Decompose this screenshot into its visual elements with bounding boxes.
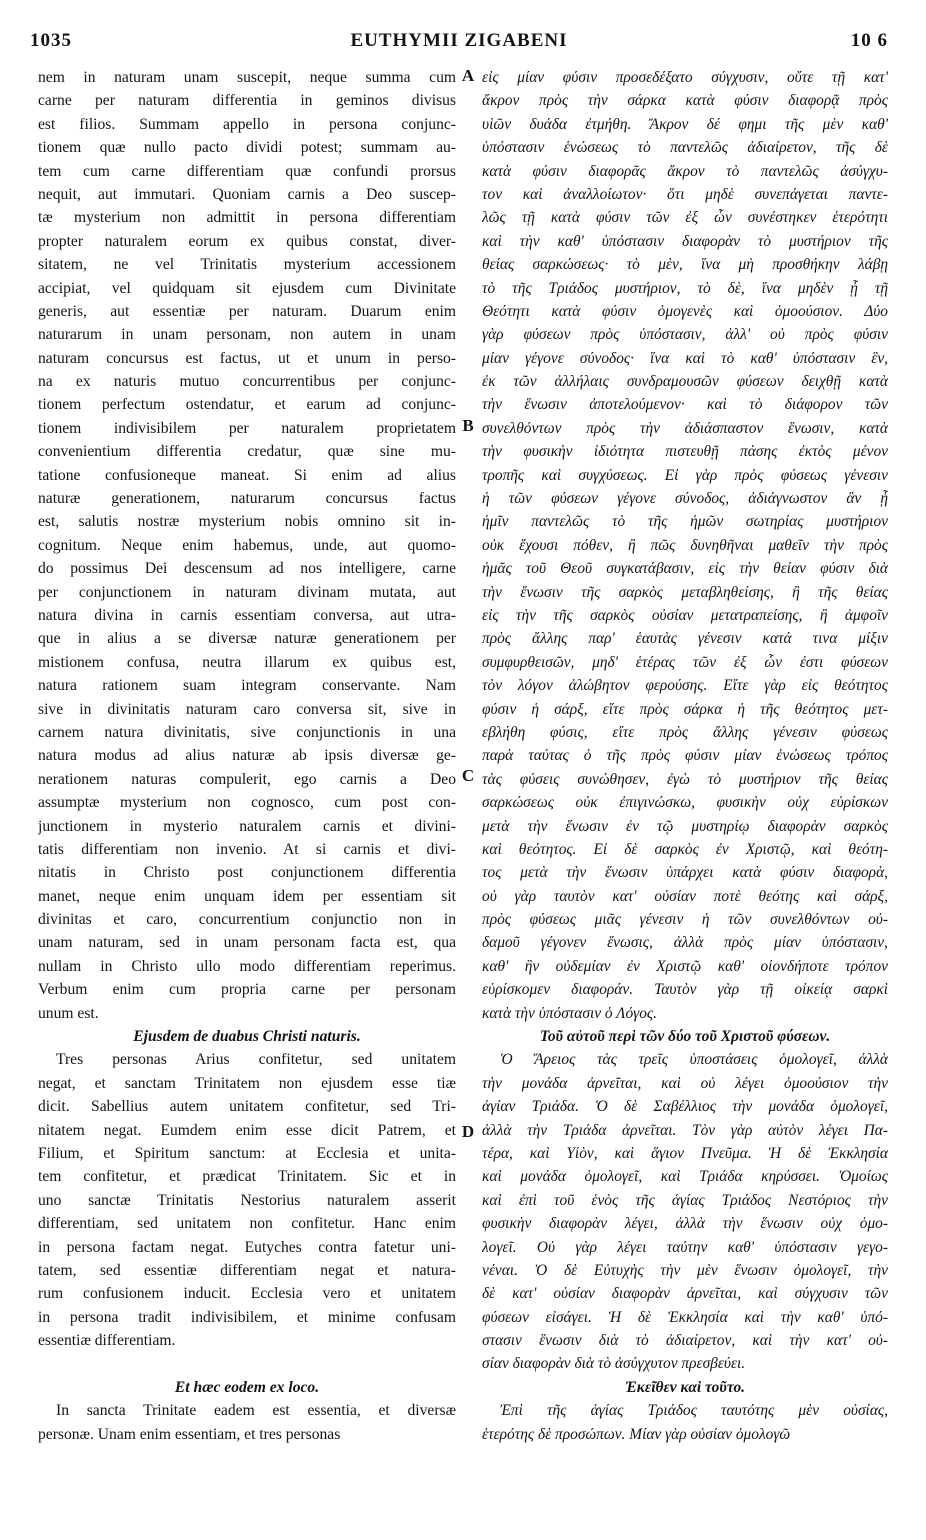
text-line — [38, 1352, 456, 1375]
text-line: σαρκώσεως οὐκ ἐπιγινώσκω, φυσικὴν οὐχ εὑρίσκων — [482, 794, 888, 812]
text-line: λῶς τῇ κατὰ φύσιν τῶν ἐξ ὧν συνέστηκεν ἑτερότητι — [482, 209, 888, 227]
text-line: σίαν διαφορὰν διὰ τὸ ἀσύγχυτον πρεσβεύει. — [482, 1355, 746, 1373]
text-line: ἡ τῶν φύσεων γέγονε σύνοδος, ἀδιάγνωστον ἂν ᾖ — [482, 490, 888, 508]
text-line: generis, aut essentiæ per naturam. Duarum enim — [38, 302, 456, 320]
text-line: Filium, et Spiritum sanctum: at Ecclesia et unita- — [38, 1144, 456, 1162]
text-line: tionem quæ nullo pacto dividi potest; summam au- — [38, 139, 456, 157]
text-line: φυσικὴν διαφορὰν λέγει, ἀλλὰ τὴν ἕνωσιν οὐχ ὁμο- — [482, 1215, 888, 1233]
text-line: junctionem in mysterio naturalem carnis et divini- — [38, 817, 456, 835]
text-line: φύσεων εἰσάγει. Ἡ δὲ Ἐκκλησία καὶ τὴν καθ' ὑπό- — [482, 1308, 888, 1326]
running-header — [30, 30, 888, 64]
text-line: tæ mysterium non admittit in persona differentiam — [38, 209, 456, 227]
text-line: carnem natura divinitatis, sive conjunctionis in una — [38, 723, 456, 741]
margin-marker-a: A — [461, 66, 475, 85]
text-line: υἱῶν δυάδα ἐτμήθη. Ἄκρον δέ φημι τῆς μὲν καθ' — [482, 115, 888, 133]
text-line: uno sanctæ Trinitatis Nestorius naturalem asserit — [38, 1191, 456, 1209]
text-line: tem cum carne differentiam quæ confundi prorsus — [38, 162, 456, 180]
text-line: assumptæ mysterium non cognosco, cum post con- — [38, 794, 456, 812]
section-heading: Ejusdem de duabus Christi naturis. — [133, 1028, 361, 1046]
text-line: τὸ τῆς Τριάδος μυστήριον, τὸ δὲ, ἵνα μηδὲν ᾖ τῇ — [482, 279, 888, 297]
margin-marker-c: C — [461, 766, 475, 785]
text-line: sitatem, ne vel Trinitatis mysterium accessionem — [38, 256, 456, 274]
section-heading: Et hæc eodem ex loco. — [174, 1378, 320, 1396]
text-line: ἡμᾶς τοῦ Θεοῦ συγκατάβασιν, εἰς τὴν θείαν φύσιν διὰ — [482, 560, 888, 578]
text-line: per conjunctionem in naturam divinam mutata, aut — [38, 583, 456, 601]
text-line: Verbum enim cum propria carne per personam — [38, 981, 456, 999]
text-line: natura divina in carnis essentiam conversa, aut utra- — [38, 606, 456, 624]
text-line: manet, neque enim unquam idem per essentiam sit — [38, 887, 456, 905]
latin-column — [38, 66, 456, 1446]
text-line: οὐκ ἔχουσι πόθεν, ἢ πῶς δυνηθῆναι μαθεῖν τὴν πρὸς — [482, 536, 888, 554]
text-line: essentiæ differentiam. — [38, 1332, 176, 1350]
text-line: nullam in Christo ullo modo differentiam reperimus. — [38, 957, 456, 975]
page-number-left: 1035 — [30, 30, 72, 51]
text-line: τον καὶ ἀναλλοίωτον· ὅτι μηδὲ συνεπάγεται παντε- — [482, 185, 888, 203]
text-line: propter naturalem eorum ex quibus constat, diver- — [38, 232, 456, 250]
text-line: ἡμῖν παντελῶς τὸ τῆς ἡμῶν σωτηρίας μυστήριον — [482, 513, 888, 531]
text-line: δὲ κατ' οὐσίαν διαφορὰν ἀρνεῖται, καὶ σύγχυσιν τῶν — [482, 1285, 888, 1303]
text-line: tatis differentiam non invenio. At si carnis et divi- — [38, 840, 456, 858]
text-line: εἰς τὴν τῆς σαρκὸς οὐσίαν μετατραπείσης, ἢ ἀμφοῖν — [482, 606, 888, 624]
text-line: γὰρ φύσεων πρὸς ὑπόστασιν, ἀλλ' οὐ πρὸς φύσιν — [482, 326, 888, 344]
text-line: in persona factam negat. Eutyches contra fatetur uni- — [38, 1238, 456, 1256]
text-line: que in alius a se diversæ naturæ generationem per — [38, 630, 456, 648]
text-line: naturam concursus est factus, ut et unum in perso- — [38, 349, 456, 367]
running-title: EUTHYMII ZIGABENI — [350, 30, 568, 51]
text-line: Ἐπὶ τῆς ἁγίας Τριάδος ταυτότης μὲν οὐσίας, — [500, 1402, 888, 1420]
text-line: τὰς φύσεις συνώθησεν, ἐγὼ τὸ μυστήριον τῆς θείας — [482, 770, 888, 788]
text-line: πρὸς ἄλλης παρ' ἑαυτὰς γένεσιν κατά τινα μίξιν — [482, 630, 888, 648]
text-line: natura modus ad alius naturæ ab ipsis diversæ ge- — [38, 747, 456, 765]
text-line: nitatis in Christo post conjunctionem differentia — [38, 864, 456, 882]
text-line: τροπῆς καὶ συγχύσεως. Εἰ γὰρ πρὸς φύσεως γένεσιν — [482, 466, 888, 484]
text-line: est filios. Summam appello in persona conjunc- — [38, 115, 456, 133]
text-line: ἀλλὰ τὴν Τριάδα ἀρνεῖται. Τὸν γὰρ αὐτὸν λέγει Πα- — [482, 1121, 888, 1139]
margin-marker-d: D — [461, 1122, 475, 1141]
text-line: θείας σαρκώσεως· τὸ μὲν, ἵνα μὴ προσθήκην λάβῃ — [482, 256, 888, 274]
text-line: tionem indivisibilem per naturalem proprietatem — [38, 419, 456, 437]
text-line: accipiat, vel quidquam sit ejusdem cum Divinitate — [38, 279, 456, 297]
text-line: λογεῖ. Οὐ γὰρ λέγει ταύτην καθ' ὑπόστασιν γεγο- — [482, 1238, 888, 1256]
text-line: negat, et sanctam Trinitatem non ejusdem esse tiæ — [38, 1074, 456, 1092]
text-line: In sancta Trinitate eadem est essentia, et diversæ — [56, 1402, 456, 1420]
text-line: ἑτερότης δὲ προσώπων. Μίαν γὰρ οὐσίαν ὁμολογῶ — [482, 1425, 791, 1443]
text-line: naturæ generationem, naturarum concursus factus — [38, 490, 456, 508]
text-line: ἄκρον πρὸς τὴν σάρκα κατὰ φύσιν διαφορᾷ πρὸς — [482, 92, 888, 110]
text-line: differentiam, sed unitatem non confitetur. Hanc enim — [38, 1215, 456, 1233]
text-line: τὸν λόγον ἀλώβητον φερούσης. Εἴτε γὰρ εἰς θεότητος — [482, 677, 888, 695]
text-line: convenientium differentia credatur, quæ sine mu- — [38, 443, 456, 461]
text-line: τὴν ἕνωσιν τῆς σαρκὸς μεταβληθείσης, ἢ τῆς θείας — [482, 583, 888, 601]
text-line: ὑπόστασιν ἑνώσεως τὸ παντελῶς ἀδιαίρετον, τῆς δὲ — [482, 139, 888, 157]
text-line: συμφυρθεισῶν, μηδ' ἑτέρας τῶν ἐξ ὧν ἐστι φύσεων — [482, 653, 888, 671]
text-line: naturarum in unam personam, non autem in unam — [38, 326, 456, 344]
text-line: εἰς μίαν φύσιν προσεδέξατο σύγχυσιν, οὔτε τῇ κατ' — [482, 69, 888, 86]
text-line: κατὰ φύσιν διαφορᾶς ἄκρον τὸ παντελῶς ἀσύγχυ- — [482, 162, 888, 180]
text-line: ἁγίαν Τριάδα. Ὁ δὲ Σαβέλλιος τὴν μονάδα ὁμολογεῖ, — [482, 1098, 888, 1116]
section-heading: Ἐκεῖθεν καὶ τοῦτο. — [625, 1378, 745, 1396]
text-line: na ex naturis mutuo concurrentibus per conjunc- — [38, 373, 456, 391]
text-line: Ὁ Ἄρειος τὰς τρεῖς ὑποστάσεις ὁμολογεῖ, ἀλλὰ — [500, 1051, 888, 1069]
text-line: unum est. — [38, 1004, 99, 1022]
section-heading: Τοῦ αὐτοῦ περὶ τῶν δύο τοῦ Χριστοῦ φύσεων. — [539, 1028, 831, 1046]
text-line: καὶ ἐπὶ τοῦ ἑνὸς τῆς ἁγίας Τριάδος Νεστόριος τὴν — [482, 1191, 888, 1209]
margin-marker-b: B — [462, 416, 474, 435]
text-line: στασιν ἕνωσιν διὰ τὸ ἀδιαίρετον, καὶ τὴν κατ' οὐ- — [482, 1332, 888, 1350]
text-line: Tres personas Arius confitetur, sed unitatem — [56, 1051, 456, 1069]
text-line: εὑρίσκομεν διαφοράν. Ταυτὸν γὰρ τῇ οἰκείᾳ σαρκὶ — [482, 981, 888, 999]
text-line: personæ. Unam enim essentiam, et tres personas — [38, 1425, 341, 1443]
text-line: Θεότητι κατὰ φύσιν ὁμογενὲς καὶ ὁμοούσιον. Δύο — [482, 302, 888, 320]
text-line: φύσιν ἡ σάρξ, εἴτε πρὸς σάρκα ἡ τῆς θεότητος μετ- — [482, 700, 888, 718]
text-line: τὴν μονάδα ἀρνεῖται, καὶ οὐ λέγει ὁμοούσιον τὴν — [482, 1074, 888, 1092]
text-line: nequit, aut immutari. Quoniam carnis a Deo suscep- — [38, 185, 456, 203]
text-line: νέναι. Ὁ δὲ Εὐτυχὴς τὴν μὲν ἕνωσιν ὁμολογεῖ, τὴν — [482, 1261, 888, 1279]
text-line: tatem, sed essentiæ differentiam negat et natura- — [38, 1261, 456, 1279]
text-line: καθ' ἣν οὐδεμίαν ἐν Χριστῷ καθ' οἱονδήποτε τρόπον — [482, 957, 888, 975]
text-line: τὴν φυσικὴν ἰδιότητα πιστευθῇ πάσης ἐκτὸς μένον — [482, 443, 888, 461]
greek-column — [482, 66, 888, 1446]
text-line: τὴν ἕνωσιν ἀποτελούμενον· καὶ τὸ διάφορον τῶν — [482, 396, 888, 414]
text-line: tatione confusioneque maneat. Si enim ad alius — [38, 466, 456, 484]
text-line: ἐκ τῶν ἀλλήλαις συνδραμουσῶν φύσεων δειχθῇ κατὰ — [482, 373, 888, 391]
text-line: natura rationem suam integram conservante. Nam — [38, 677, 456, 695]
text-line: τέρα, καὶ Υἱὸν, καὶ ἅγιον Πνεῦμα. Ἡ δὲ Ἐκκλησία — [482, 1144, 888, 1162]
text-line: καὶ θεότητος. Εἰ δὲ σαρκὸς ἐν Χριστῷ, καὶ θεότη- — [482, 840, 888, 858]
text-line: rum confusionem inducit. Ecclesia vero et unitatem — [38, 1285, 456, 1303]
text-line: nem in naturam unam suscepit, neque summa cum — [38, 69, 456, 86]
page-number-right: 10 6 — [850, 30, 888, 51]
text-line: μίαν γέγονε σύνοδος· ἵνα καὶ τὸ καθ' ὑπόστασιν ἓν, — [482, 349, 888, 367]
text-line: δαμοῦ γέγονεν ἕνωσις, ἀλλὰ πρὸς μίαν ὑπόστασιν, — [482, 934, 888, 952]
text-line: unam naturam, sed in unam personam facta est, qua — [38, 934, 456, 952]
text-line: μετὰ τὴν ἕνωσιν ἐν τῷ μυστηρίῳ διαφορὰν σαρκὸς — [482, 817, 888, 835]
text-line: dicit. Sabellius autem unitatem confitetur, sed Tri- — [38, 1098, 456, 1116]
text-line: nerationem naturas compulerit, ego carnis a Deo — [38, 770, 456, 788]
text-line: καὶ μονάδα ὁμολογεῖ, καὶ Τριάδα κηρύσσει. Ὁμοίως — [482, 1168, 888, 1186]
text-line: tem confitetur, et prædicat Trinitatem. Sic et in — [38, 1168, 456, 1186]
text-line: carne per naturam differentia in geminos divisus — [38, 92, 456, 110]
text-line: οὐ γὰρ ταυτὸν κατ' οὐσίαν ποτὲ θεότης καὶ σάρξ, — [482, 887, 888, 905]
text-line: est, salutis nostræ mysterium nobis omnino sit in- — [38, 513, 456, 531]
text-line: do possimus Dei descensum ad nos intelligere, carne — [38, 560, 456, 578]
text-line: πρὸς φύσεως μιᾶς γένεσιν ἡ τῶν συνελθόντων οὐ- — [482, 911, 888, 929]
text-line: divinitas et caro, concurrentium conjunctio non in — [38, 911, 456, 929]
text-line: in persona tradit indivisibilem, et minime confusam — [38, 1308, 456, 1326]
text-line: tionem perfectum ostendatur, et earum ad conjunc- — [38, 396, 456, 414]
text-line: mistionem confusa, neutra illarum ex quibus est, — [38, 653, 456, 671]
text-line: cognitum. Neque enim habemus, unde, aut quomo- — [38, 536, 456, 554]
text-line: sive in divinitatis naturam caro conversa sit, sive in — [38, 700, 456, 718]
text-line: καὶ τὴν καθ' ὑπόστασιν διαφορὰν τὸ μυστήριον τῆς — [482, 232, 888, 250]
text-line: κατὰ τὴν ὑπόστασιν ὁ Λόγος. — [482, 1004, 658, 1022]
text-line: παρὰ ταύτας ὁ τῆς πρὸς φύσιν μίαν ἑνώσεως τρόπος — [482, 747, 888, 765]
text-line: nitatem negat. Eumdem enim esse dicit Patrem, et — [38, 1121, 456, 1139]
text-line: τος μετὰ τὴν ἕνωσιν ὑπάρχει κατὰ φύσιν διαφορὰ, — [482, 864, 888, 882]
text-line: συνελθόντων πρὸς τὴν ἀδιάσπαστον ἕνωσιν, κατὰ — [482, 419, 888, 437]
text-line: εβλήθη φύσις, εἴτε πρὸς ἄλλης γένεσιν φύσεως — [482, 723, 888, 741]
